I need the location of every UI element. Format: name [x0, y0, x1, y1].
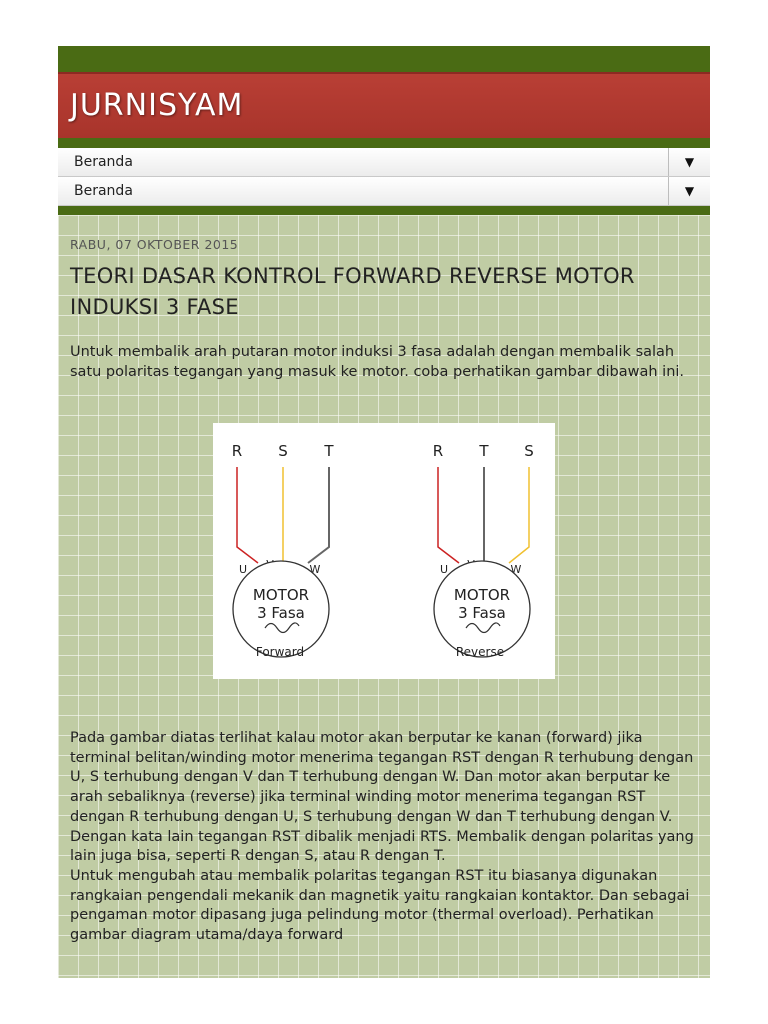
- reverse-line-label: R: [432, 442, 444, 460]
- post-content: [58, 215, 710, 978]
- wire-r: [237, 467, 258, 563]
- post-paragraph: Untuk mengubah atau membalik polaritas tegangan RST itu biasanya digunakan rangkaian pengendali mekanik dan magnetik yaitu rangkaian kontaktor. Dan sebagai pengaman motor dipasang juga pelindung motor (thermal overload). Perhatikan gambar diagram utama/daya forward: [70, 867, 690, 944]
- nav-dropdown-label: Beranda: [74, 154, 133, 170]
- wire-s: [509, 467, 529, 563]
- forward-line-label: S: [278, 442, 288, 460]
- reverse-line-label: S: [524, 442, 534, 460]
- caret-down-icon[interactable]: ▼: [668, 148, 710, 176]
- wire-t: [308, 467, 329, 563]
- post-title[interactable]: TEORI DASAR KONTROL FORWARD REVERSE MOTOR INDUKSI 3 FASE: [70, 264, 635, 319]
- wire-r: [438, 467, 459, 563]
- motor-diagram-svg: [213, 423, 555, 679]
- nav-divider: [58, 206, 710, 215]
- terminal-label: U: [238, 563, 248, 576]
- motor-diagram-image: [213, 423, 555, 679]
- post-date: RABU, 07 OKTOBER 2015: [70, 237, 239, 252]
- forward-line-label: R: [231, 442, 243, 460]
- header-divider: [58, 138, 710, 148]
- motor-label: MOTOR: [252, 586, 310, 604]
- diagram-caption: Forward: [255, 645, 305, 659]
- post-intro: Untuk membalik arah putaran motor induksi 3 fasa adalah dengan membalik salah satu polaritas tegangan yang masuk ke motor. coba perhatikan gambar dibawah ini.: [70, 344, 685, 380]
- blog-title[interactable]: JURNISYAM: [70, 88, 244, 123]
- post-body: [70, 729, 704, 946]
- terminal-label: U: [439, 563, 449, 576]
- forward-line-label: T: [324, 442, 334, 460]
- blog-page: [58, 46, 710, 978]
- nav-dropdown-1[interactable]: [58, 148, 710, 177]
- diagram-caption: Reverse: [455, 645, 505, 659]
- motor-label: 3 Fasa: [458, 604, 506, 622]
- nav-dropdown-label: Beranda: [74, 183, 133, 199]
- motor-label: 3 Fasa: [257, 604, 305, 622]
- post-paragraph: Pada gambar diatas terlihat kalau motor akan berputar ke kanan (forward) jika terminal belitan/winding motor menerima tegangan RST dengan R terhubung dengan U, S terhubung dengan V dan T terhubung dengan W. Dan motor akan berputar ke arah sebaliknya (reverse) jika terminal winding motor menerima tegangan RST dengan R terhubung dengan U, S terhubung dengan W dan T terhubung dengan V. Dengan kata lain tegangan RST dibalik menjadi RTS. Membalik dengan polaritas yang lain juga bisa, seperti R dengan S, atau R dengan T.: [70, 730, 694, 865]
- reverse-line-label: T: [479, 442, 489, 460]
- reverse-diagram: [433, 442, 534, 659]
- blog-header: [58, 72, 710, 138]
- forward-diagram: [232, 442, 335, 659]
- caret-down-icon[interactable]: ▼: [668, 177, 710, 205]
- terminal-label: W: [510, 563, 522, 576]
- terminal-label: W: [309, 563, 321, 576]
- top-bar: [58, 46, 710, 72]
- nav-dropdown-2[interactable]: [58, 177, 710, 206]
- motor-label: MOTOR: [453, 586, 511, 604]
